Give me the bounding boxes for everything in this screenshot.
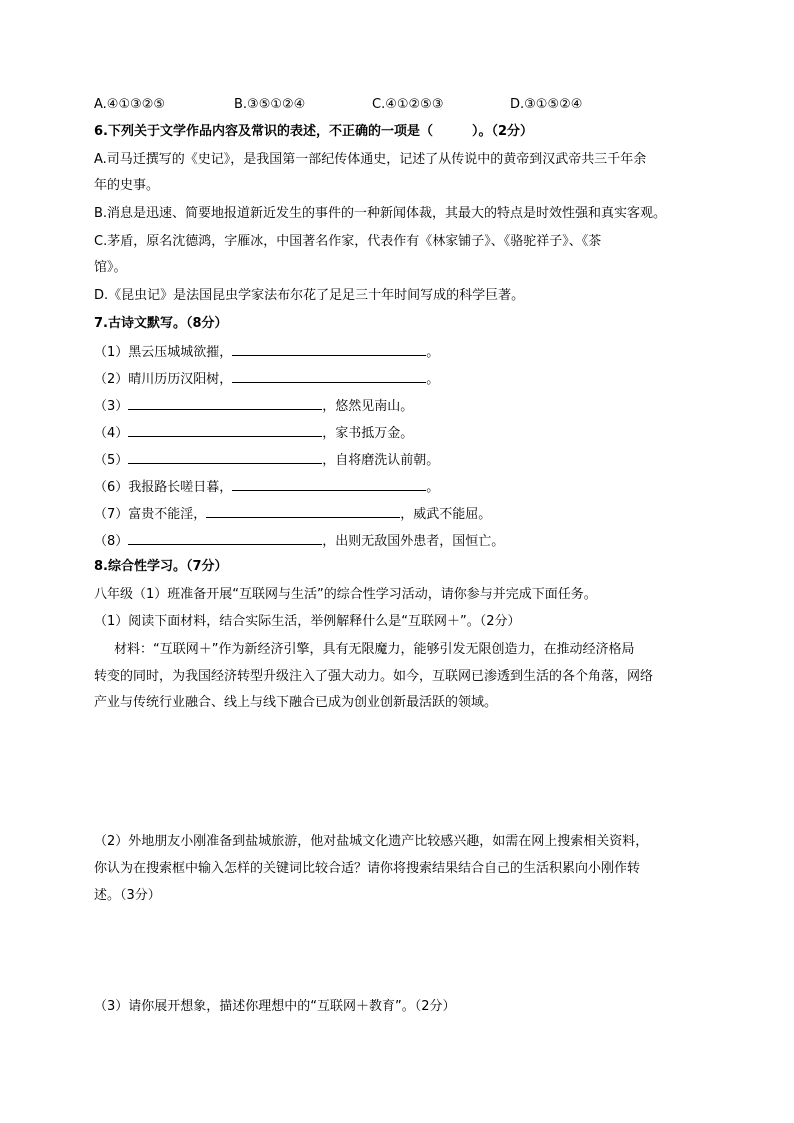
q7-item-2: [94, 369, 439, 389]
q8-sub2-line3: 述。（3分）: [94, 888, 161, 903]
answer-blank[interactable]: [232, 477, 426, 491]
q7-item-suffix: 。: [426, 345, 440, 360]
q6-option-c-line2: 馆》。: [94, 260, 127, 275]
q7-item-suffix: ，悠然见南山。: [322, 399, 414, 414]
answer-blank[interactable]: [128, 450, 322, 464]
answer-blank[interactable]: [232, 369, 426, 383]
q8-sub3: （3）请你展开想象，描述你理想中的“互联网＋教育”。（2分）: [94, 999, 456, 1014]
q8-sub2-line2: 你认为在搜索框中输入怎样的关键词比较合适？请你将搜索结果结合自己的生活积累向小刚作转: [94, 861, 641, 876]
q7-item-number: （1）: [94, 345, 129, 360]
answer-blank[interactable]: [206, 504, 400, 518]
q7-item-5: [94, 450, 439, 470]
q7-item-suffix: ，威武不能屈。: [400, 507, 492, 522]
q7-title: 7.古诗文默写。（8分）: [94, 316, 228, 331]
q5-option-d: D.③①⑤②④: [510, 97, 583, 112]
q7-item-prompt: 黑云压城城欲摧，: [128, 345, 233, 360]
q7-item-suffix: 。: [426, 480, 440, 495]
q7-item-8: [94, 531, 504, 551]
q7-item-suffix: ，自将磨洗认前朝。: [322, 453, 440, 468]
q7-item-6: [94, 477, 439, 497]
q7-item-suffix: ，出则无敌国外患者，国恒亡。: [322, 534, 505, 549]
q5-options: [94, 96, 706, 114]
q8-material-line1: 材料：“互联网＋”作为新经济引擎，具有无限魔力，能够引发无限创造力，在推动经济格局: [114, 642, 635, 657]
q7-item-3: [94, 396, 413, 416]
q5-option-b: B.③⑤①②④: [234, 97, 306, 112]
q6-option-a-line1: A.司马迁撰写的《史记》，是我国第一部纪传体通史，记述了从传说中的黄帝到汉武帝共三千年余: [94, 152, 647, 167]
q7-item-number: （7）: [94, 507, 129, 522]
q6-option-d: D.《昆虫记》是法国昆虫学家法布尔花了足足三十年时间写成的科学巨著。: [94, 288, 525, 303]
q5-option-c: C.④①②⑤③: [372, 97, 444, 112]
q8-intro: 八年级（1）班准备开展“互联网与生活”的综合性学习活动，请你参与并完成下面任务。: [94, 587, 597, 602]
q7-item-suffix: 。: [426, 372, 440, 387]
q6-option-a-line2: 年的史事。: [94, 178, 160, 193]
answer-blank[interactable]: [128, 423, 322, 437]
q7-item-number: （8）: [94, 534, 129, 549]
q6-option-c-line1: C.茅盾，原名沈德鸿，字雁冰，中国著名作家，代表作有《林家铺子》、《骆驼祥子》、《茶: [94, 234, 602, 249]
q8-title: 8.综合性学习。（7分）: [94, 559, 228, 574]
q8-sub1: （1）阅读下面材料，结合实际生活，举例解释什么是“互联网＋”。（2分）: [94, 614, 521, 629]
q7-item-number: （3）: [94, 399, 129, 414]
q8-material-line2: 转变的同时，为我国经济转型升级注入了强大动力。如今，互联网已渗透到生活的各个角落，网络: [94, 669, 654, 684]
answer-blank[interactable]: [128, 531, 322, 545]
q7-item-1: [94, 342, 439, 362]
q7-item-number: （6）: [94, 480, 129, 495]
q7-item-suffix: ，家书抵万金。: [322, 426, 414, 441]
q7-item-7: [94, 504, 491, 524]
q8-material-line3: 产业与传统行业融合、线上与线下融合已成为创业创新最活跃的领域。: [94, 695, 498, 710]
q7-item-number: （5）: [94, 453, 129, 468]
q5-option-a: A.④①③②⑤: [94, 97, 166, 112]
q7-item-number: （2）: [94, 372, 129, 387]
q7-item-number: （4）: [94, 426, 129, 441]
q6-title: 6.下列关于文学作品内容及常识的表述，不正确的一项是（ ）。（2分）: [94, 124, 534, 139]
q7-item-4: [94, 423, 413, 443]
q7-item-prompt: 我报路长嗟日暮，: [128, 480, 233, 495]
answer-blank[interactable]: [128, 396, 322, 410]
q7-item-prompt: 富贵不能淫，: [128, 507, 207, 522]
q8-sub2-line1: （2）外地朋友小刚准备到盐城旅游，他对盐城文化遗产比较感兴趣，如需在网上搜索相关资料，: [94, 834, 649, 849]
q7-item-prompt: 晴川历历汉阳树，: [128, 372, 233, 387]
answer-blank[interactable]: [232, 342, 426, 356]
q6-option-b: B.消息是迅速、简要地报道新近发生的事件的一种新闻体裁，其最大的特点是时效性强和真实客观。: [94, 206, 667, 221]
